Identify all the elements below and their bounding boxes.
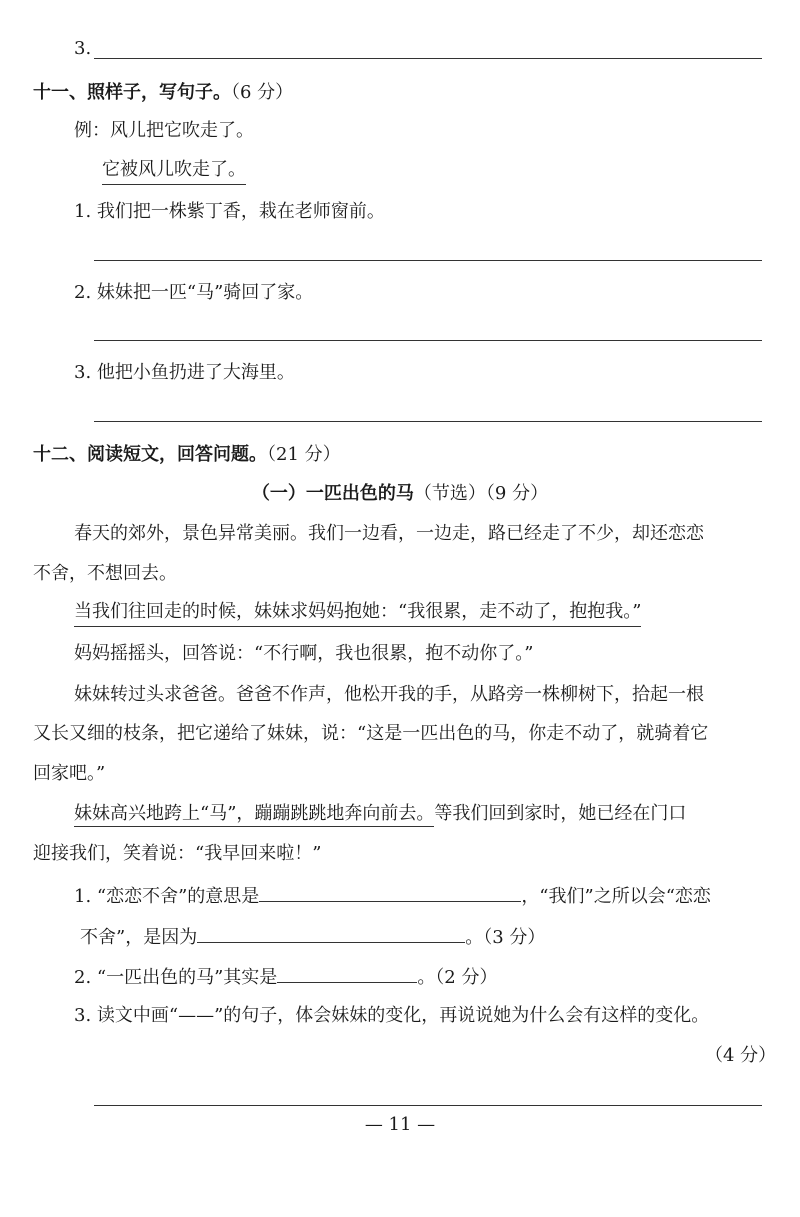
- q11-heading-text: 十一、照样子，写句子。: [33, 82, 231, 103]
- passage-paragraph-1-line-1: 春天的郊外，景色异常美丽。我们一边看，一边走，路已经走了不少，却还恋恋: [74, 523, 704, 544]
- q11-example-answer: 它被风儿吹走了。: [102, 158, 246, 185]
- q11-item-2-answer-line[interactable]: [94, 340, 762, 341]
- question-1-prompt: 1. “恋恋不舍”的意思是: [74, 886, 260, 907]
- q11-item-2: 2. 妹妹把一匹“马”骑回了家。: [74, 282, 314, 303]
- passage-paragraph-2: 当我们往回走的时候，妹妹求妈妈抱她：“我很累，走不动了，抱抱我。”: [74, 600, 641, 627]
- q11-item-3: 3. 他把小鱼扔进了大海里。: [74, 362, 295, 383]
- q10-item-3-number: 3.: [74, 38, 92, 59]
- question-2-blank[interactable]: [277, 964, 417, 983]
- q12-score: （21 分）: [267, 444, 341, 465]
- question-1-score: 。（3 分）: [465, 927, 546, 948]
- passage-paragraph-1-line-2: 不舍，不想回去。: [33, 563, 177, 584]
- q11-item-1: 1. 我们把一株紫丁香，栽在老师窗前。: [74, 201, 385, 222]
- passage-paragraph-5-rest: 等我们回到家时，她已经在门口: [434, 803, 687, 824]
- question-2-prompt: 2. “一匹出色的马”其实是: [74, 967, 278, 988]
- q11-item-3-answer-line[interactable]: [94, 421, 762, 422]
- passage-paragraph-5-line-1: [74, 802, 686, 826]
- question-2-score: 。（2 分）: [417, 967, 498, 988]
- q11-example-label: 例：风儿把它吹走了。: [74, 120, 254, 141]
- q12-heading-text: 十二、阅读短文，回答问题。: [33, 444, 267, 465]
- passage-title-note: （节选）（9 分）: [413, 483, 549, 504]
- passage-paragraph-5-line-2: 迎接我们，笑着说：“我早回来啦！”: [33, 843, 322, 864]
- question-1-prompt-cont: ，“我们”之所以会“恋恋: [521, 886, 711, 907]
- passage-paragraph-5-underlined: 妹妹高兴地跨上“马”，蹦蹦跳跳地奔向前去。: [74, 803, 434, 827]
- page-number: — 11 —: [364, 1114, 436, 1135]
- question-1-blank-2[interactable]: [197, 924, 465, 943]
- passage-paragraph-4-line-1: 妹妹转过头求爸爸。爸爸不作声，他松开我的手，从路旁一株柳树下，拾起一根: [74, 684, 704, 705]
- q12-heading: [33, 440, 341, 466]
- question-3-answer-line[interactable]: [94, 1105, 762, 1106]
- question-1-prompt-line2: 不舍”，是因为: [80, 927, 198, 948]
- question-2: [74, 964, 498, 990]
- q11-item-1-answer-line[interactable]: [94, 260, 762, 261]
- passage-paragraph-3: 妈妈摇摇头，回答说：“不行啊，我也很累，抱不动你了。”: [74, 643, 534, 664]
- question-1-blank-1[interactable]: [259, 883, 521, 902]
- question-1-line-2: [80, 924, 545, 950]
- q10-item-3-answer-line[interactable]: [94, 58, 762, 59]
- q11-score: （6 分）: [231, 82, 294, 103]
- question-1-line-1: [74, 883, 711, 909]
- q11-heading: [33, 78, 293, 104]
- passage-title: [0, 482, 800, 506]
- passage-paragraph-4-line-3: 回家吧。”: [33, 763, 106, 784]
- passage-title-text: （一）一匹出色的马: [251, 483, 414, 504]
- passage-paragraph-4-line-2: 又长又细的枝条，把它递给了妹妹，说：“这是一匹出色的马，你走不动了，就骑着它: [33, 723, 709, 744]
- question-3-score: （4 分）: [705, 1045, 777, 1066]
- question-3: 3. 读文中画“——”的句子，体会妹妹的变化，再说说她为什么会有这样的变化。: [74, 1005, 710, 1026]
